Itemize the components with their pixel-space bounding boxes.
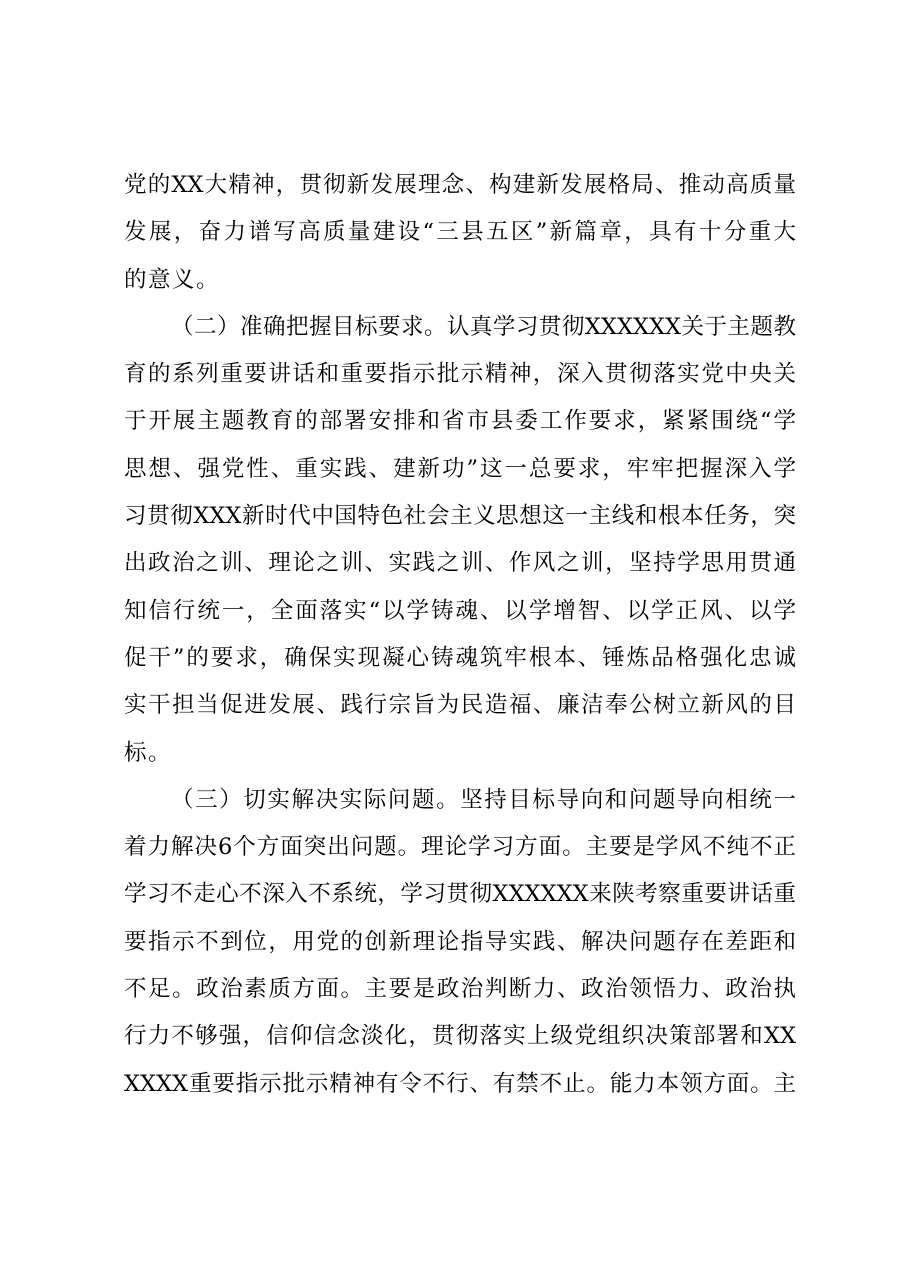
document-body: [124, 162, 796, 1108]
text-line: 党的XX大精神，贯彻新发展理念、构建新发展格局、推动高质量: [124, 172, 796, 198]
text-line: 的意义。: [124, 266, 221, 293]
text-line: 于开展主题教育的部署安排和省市县委工作要求，紧紧围绕“学: [124, 408, 796, 435]
paragraph-continuation: [124, 162, 796, 304]
text-line: 着力解决6个方面突出问题。理论学习方面。主要是学风不纯不正: [124, 834, 796, 861]
section-heading-line: （二）准确把握目标要求。认真学习贯彻XXXXXX关于主题教: [171, 313, 796, 340]
text-line: 不足。政治素质方面。主要是政治判断力、政治领悟力、政治执: [124, 976, 796, 1003]
text-line: 学习不走心不深入不系统，学习贯彻XXXXXX来陕考察重要讲话重: [124, 881, 796, 908]
text-line: 发展，奋力谱写高质量建设“三县五区”新篇章，具有十分重大: [124, 219, 796, 246]
text-line: 习贯彻XXX新时代中国特色社会主义思想这一主线和根本任务，突: [124, 503, 796, 530]
paragraph-section-3: [124, 777, 796, 1108]
section-heading-line: （三）切实解决实际问题。坚持目标导向和问题导向相统一: [171, 786, 796, 813]
text-line: 要指示不到位，用党的创新理论指导实践、解决问题存在差距和: [124, 928, 796, 955]
paragraph-section-2: [124, 304, 796, 777]
text-line: 知信行统一，全面落实“以学铸魂、以学增智、以学正风、以学: [124, 597, 796, 624]
text-line: XXXX重要指示批示精神有令不行、有禁不止。能力本领方面。主: [124, 1070, 796, 1097]
text-line: 促干”的要求，确保实现凝心铸魂筑牢根本、锤炼品格强化忠诚: [124, 644, 796, 671]
text-line: 实干担当促进发展、践行宗旨为民造福、廉洁奉公树立新风的目: [124, 692, 796, 719]
text-line: 思想、强党性、重实践、建新功”这一总要求，牢牢把握深入学: [124, 455, 796, 482]
text-line: 育的系列重要讲话和重要指示批示精神，深入贯彻落实党中央关: [124, 361, 796, 388]
text-line: 出政治之训、理论之训、实践之训、作风之训，坚持学思用贯通: [124, 550, 796, 577]
text-line: 标。: [124, 739, 173, 766]
text-line: 行力不够强，信仰信念淡化，贯彻落实上级党组织决策部署和XX: [124, 1023, 796, 1050]
